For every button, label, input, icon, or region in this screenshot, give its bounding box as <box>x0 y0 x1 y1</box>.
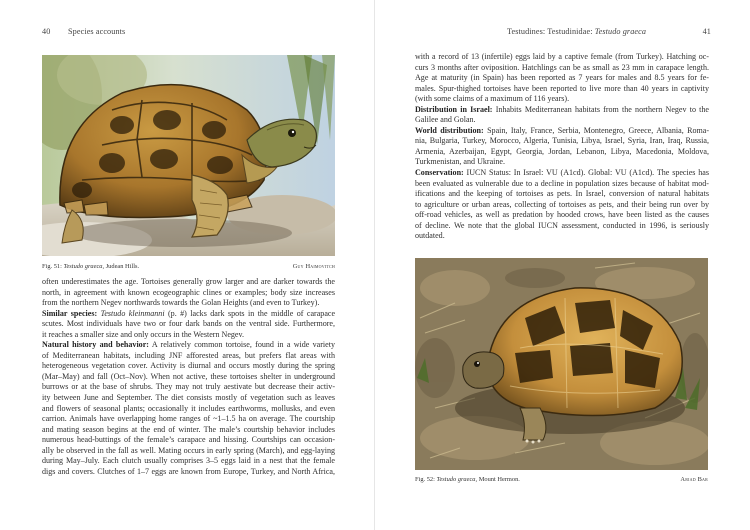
body-line: heterogeneous vegetation cover. Activity is diurnal and occurs mostly during the spring <box>42 361 335 371</box>
body-line: it reaches a smaller size and only occurs in the Western Negev. <box>42 329 245 339</box>
left-figure-caption <box>42 263 335 270</box>
body-line: north, in agreement with known ecogeographic clines or examples; body size increases <box>42 287 335 297</box>
left-caption-species: Testudo graeca <box>63 263 103 270</box>
world-distribution-heading: World distribution: <box>415 125 484 135</box>
right-page-number: 41 <box>702 27 711 36</box>
world-distribution-line <box>415 126 709 137</box>
running-head-taxonomy: Testudines: Testudinidae: <box>507 27 595 36</box>
body-line: Galilee and Golan. <box>415 115 476 125</box>
world-distribution-text: Spain, Italy, France, Serbia, Montenegro, Greece, Albania, Roma- <box>483 125 710 135</box>
tortoise-photo-1-image <box>42 55 335 256</box>
right-caption-location: , Mount Hermon. <box>475 476 520 483</box>
right-running-head-title <box>507 27 646 36</box>
natural-history-heading: Natural history and behavior: <box>42 340 149 350</box>
body-line: of decline. We note that the global IUCN assessment, conducted in 1996, is seriously <box>415 220 709 230</box>
body-line: during May–July. Each clutch usually comprises 3–5 eggs laid in a nest that the female <box>42 456 335 466</box>
body-line: (with some claims of a maximum of 116 years). <box>415 94 570 104</box>
distribution-israel-heading: Distribution in Israel: <box>415 104 493 114</box>
body-line: ifications and the keeping of tortoises as pets. In Israel, conversion of natural habitats <box>415 189 709 199</box>
left-caption-credit: Guy Haimovitch <box>292 263 335 270</box>
body-line: and flowers of seasonal plants; occasionally it includes earthworms, mollusks, and even <box>42 403 335 413</box>
right-body-text <box>415 52 709 242</box>
right-page <box>375 0 750 530</box>
similar-species-line <box>42 309 335 320</box>
conservation-line <box>415 168 709 179</box>
right-figure-caption <box>415 476 708 483</box>
body-line: been evaluated as vulnerable due to a decline in population sizes because of habitat mod- <box>415 178 709 188</box>
conservation-text: IUCN Status: In Israel: VU (A1cd). Global: VU (A1cd). The species has <box>463 168 709 178</box>
body-line: carrion. Animals have overlapping home ranges of ~1–1.5 ha on average. The courtship <box>42 414 335 424</box>
body-line: ity between June and September. The diet consists mostly of vegetation such as leaves <box>42 393 335 403</box>
distribution-israel-text: Inhabits Mediterranean habitats from the northern Negev to the <box>492 104 709 114</box>
body-line: Age at maturity (in Spain) has been reported as 7 years for males and 8.5 years for fe- <box>415 73 709 83</box>
similar-species-text: (p. #) lacks dark spots in the middle of carapace <box>164 308 336 318</box>
right-caption-label: Fig. 52: <box>415 476 435 483</box>
body-line: to agriculture or urban areas, collecting of tortoises as pets, and their being run over by <box>415 199 709 209</box>
body-line: Armenia, Azerbaijan, Egypt, Georgia, Jordan, Lebanon, Libya, Macedonia, Moldova, <box>415 146 709 156</box>
left-body-text <box>42 277 335 477</box>
natural-history-line <box>42 340 335 351</box>
body-line: Turkmenistan, and Ukraine. <box>415 157 505 167</box>
natural-history-text: A relatively common tortoise, found in a wide variety <box>148 340 335 350</box>
running-head-species: Testudo graeca <box>594 27 647 36</box>
body-line: males. Spur-thighed tortoises have been reported to live more than 40 years in captivity <box>415 83 709 93</box>
tortoise-photo-mount-hermon <box>415 258 708 470</box>
right-caption-species: Testudo graeca <box>436 476 476 483</box>
similar-species-heading: Similar species: <box>42 308 98 318</box>
body-line: burrows or at the base of shrubs. They may not truly aestivate but decrease their activ- <box>42 382 335 392</box>
right-caption-credit: Ariad Bar <box>680 476 708 483</box>
body-line: (Mar–May) and fall (Oct–Nov). When not active, these tortoises shelter in underground <box>42 371 335 381</box>
left-page-number: 40 <box>42 27 51 36</box>
body-line: nia, Bulgaria, Turkey, Morocco, Algeria, Tunisia, Libya, Israel, Syria, Iran, Iraq, Russia, <box>415 136 709 146</box>
body-line: scutes. Most individuals have two or four dark bands on the ventral side. Furthermore, <box>42 319 335 329</box>
tortoise-photo-judean-hills <box>42 55 335 256</box>
body-line: with a record of 13 (infertile) eggs laid by a captive female (from Turkey). Hatching oc- <box>415 52 709 61</box>
conservation-heading: Conservation: <box>415 168 464 178</box>
left-caption-label: Fig. 51: <box>42 263 62 270</box>
body-line: numerous head-buttings of the female’s carapace and hissing. Courtships can occasion- <box>42 435 335 445</box>
body-line: of Mediterranean habitats, including JNF afforested areas, but prefers flat areas with <box>42 350 335 360</box>
body-line: and mating season begins at the end of winter. The male’s courtship behavior includes <box>42 424 335 434</box>
similar-species-name: Testudo kleinmanni <box>100 308 165 318</box>
body-line: digs and covers. Clutches of 1–7 eggs are known from Europe, Turkey, and North Africa, <box>42 466 335 476</box>
left-running-head-title: Species accounts <box>68 27 126 36</box>
body-line: outdated. <box>415 231 445 241</box>
body-line: ally be observed in the fall as well. Mating occurs in early spring (March), and egg-laying <box>42 445 335 455</box>
body-line: curs 3 months after oviposition. Hatchlings can be as small as 23 mm in carapace length. <box>415 62 709 72</box>
body-line: often underestimates the age. Tortoises generally grow larger and are darker towards the <box>42 277 335 286</box>
body-line: off-road vehicles, as well as predation by hooded crows, have been listed as the causes <box>415 210 709 220</box>
left-caption-location: , Judean Hills. <box>102 263 140 270</box>
body-line: from the northern Negev northwards towards the Golan Heights (and even to Turkey). <box>42 298 320 308</box>
tortoise-photo-2-image <box>415 258 708 470</box>
distribution-israel-line <box>415 105 709 116</box>
